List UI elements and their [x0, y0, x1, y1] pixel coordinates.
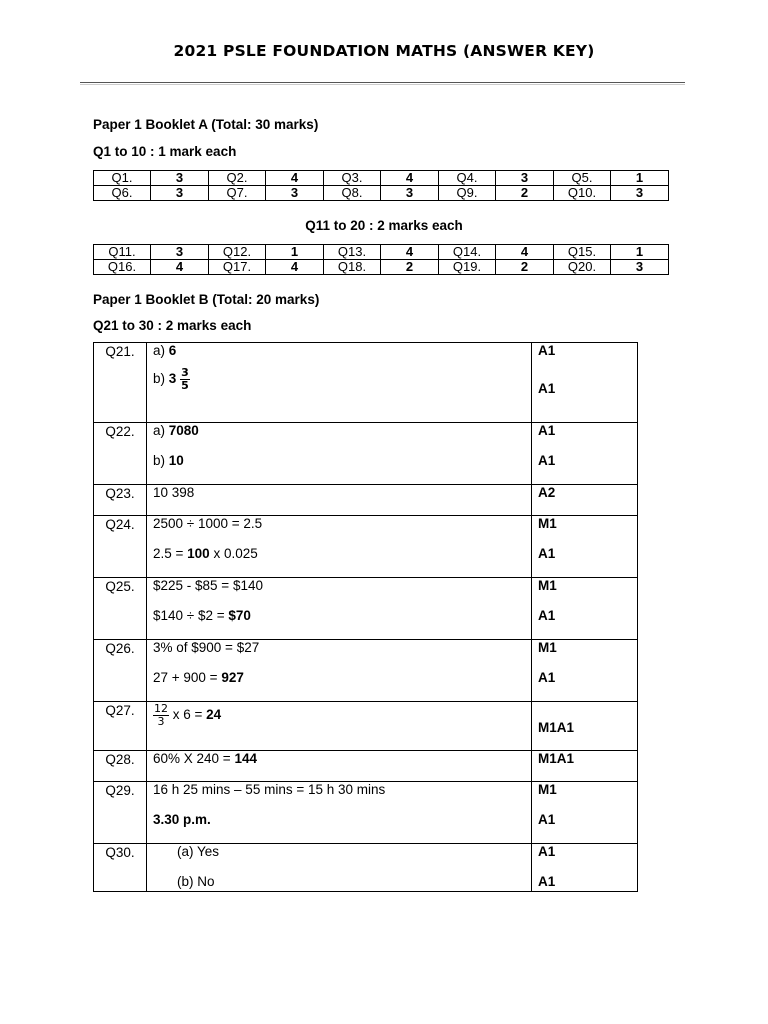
mark-code: M1 [538, 640, 557, 655]
mark-code: A1 [538, 381, 556, 396]
question-number: Q17. [209, 260, 266, 275]
answer-value: 927 [221, 670, 244, 685]
title-divider-shadow [80, 84, 685, 85]
marks-cell [532, 423, 638, 485]
working-line: (a) Yes [177, 844, 220, 859]
question-number: Q23. [94, 485, 147, 516]
marks-cell [532, 578, 638, 640]
working-cell [147, 782, 532, 844]
mark-code: A1 [538, 343, 556, 358]
answer-value: 10 [168, 453, 184, 468]
table-row [94, 485, 638, 516]
mark-code: A1 [538, 844, 556, 859]
working-text: x 0.025 [209, 546, 258, 561]
working-line: 10 398 [153, 485, 195, 500]
answer-value: 7080 [168, 423, 199, 438]
answer-value: 100 [187, 546, 210, 561]
marks-cell [532, 702, 638, 751]
working-cell [147, 578, 532, 640]
marks-cell [532, 343, 638, 423]
table-row [94, 516, 638, 578]
answer-cell: 2 [496, 260, 554, 275]
answer-cell: 4 [381, 171, 439, 186]
answer-cell: 4 [381, 245, 439, 260]
table-row [94, 343, 638, 423]
answer-cell: 3 [611, 186, 669, 201]
table-row [94, 578, 638, 640]
question-number: Q28. [94, 751, 147, 782]
fraction-numerator: 12 [154, 702, 168, 715]
question-number: Q5. [554, 171, 611, 186]
question-number: Q9. [439, 186, 496, 201]
question-number: Q10. [554, 186, 611, 201]
mark-code: A2 [538, 485, 556, 500]
answer-cell: 3 [151, 186, 209, 201]
question-number: Q24. [94, 516, 147, 578]
table-row [94, 702, 638, 751]
question-number: Q20. [554, 260, 611, 275]
question-number: Q29. [94, 782, 147, 844]
open-ended-table [93, 342, 638, 892]
table-row [94, 423, 638, 485]
mark-code: M1 [538, 782, 557, 797]
question-number: Q15. [554, 245, 611, 260]
marks-cell [532, 844, 638, 892]
mark-code: A1 [538, 546, 556, 561]
question-number: Q22. [94, 423, 147, 485]
marks-cell [532, 640, 638, 702]
table-row [94, 751, 638, 782]
question-number: Q1. [94, 171, 151, 186]
booklet-b-heading: Paper 1 Booklet B (Total: 20 marks) [93, 292, 320, 307]
mark-code: M1A1 [538, 751, 575, 766]
marks-cell [532, 485, 638, 516]
answer-cell: 3 [611, 260, 669, 275]
answer-value: 144 [234, 751, 257, 766]
title-divider [80, 82, 685, 83]
working-cell [147, 516, 532, 578]
working-cell [147, 423, 532, 485]
fraction-denominator: 5 [181, 379, 189, 392]
question-number: Q18. [324, 260, 381, 275]
section2-label: Q11 to 20 : 2 marks each [305, 218, 463, 233]
fraction [180, 367, 190, 392]
part-label: a) [153, 423, 166, 438]
booklet-b-section-label: Q21 to 30 : 2 marks each [93, 318, 252, 333]
question-number: Q19. [439, 260, 496, 275]
table-row [94, 186, 669, 201]
question-number: Q2. [209, 171, 266, 186]
answer-cell: 3 [151, 171, 209, 186]
question-number: Q14. [439, 245, 496, 260]
part-label: b) [153, 371, 166, 387]
mark-code: M1A1 [538, 720, 575, 735]
working-line: 16 h 25 mins – 55 mins = 15 h 30 mins [153, 782, 386, 797]
answer-cell: 3 [381, 186, 439, 201]
working-line [153, 670, 531, 686]
table-row [94, 171, 669, 186]
working-text: x 6 = [169, 707, 207, 723]
mark-code: A1 [538, 670, 556, 685]
page-title: 2021 PSLE FOUNDATION MATHS (ANSWER KEY) [173, 42, 595, 60]
mcq-table-2 [93, 244, 669, 275]
answer-value: 3.30 p.m. [153, 812, 211, 827]
table-row [94, 844, 638, 892]
table-row [94, 782, 638, 844]
working-line [153, 751, 531, 767]
answer-cell: 4 [266, 171, 324, 186]
question-number: Q16. [94, 260, 151, 275]
question-number: Q12. [209, 245, 266, 260]
marks-cell [532, 751, 638, 782]
working-line: $225 - $85 = $140 [153, 578, 263, 593]
working-line: 3% of $900 = $27 [153, 640, 260, 655]
answer-cell: 3 [151, 245, 209, 260]
answer-cell: 1 [611, 245, 669, 260]
fraction-denominator: 3 [157, 715, 165, 728]
mark-code: M1 [538, 516, 557, 531]
mark-code: A1 [538, 874, 556, 889]
marks-cell [532, 782, 638, 844]
question-number: Q4. [439, 171, 496, 186]
question-number: Q30. [94, 844, 147, 892]
question-number: Q26. [94, 640, 147, 702]
answer-cell: 2 [381, 260, 439, 275]
answer-value: $70 [228, 608, 251, 623]
question-number: Q25. [94, 578, 147, 640]
mcq-table-1 [93, 170, 669, 201]
mark-code: A1 [538, 453, 556, 468]
section1-label: Q1 to 10 : 1 mark each [93, 144, 237, 159]
booklet-a-heading: Paper 1 Booklet A (Total: 30 marks) [93, 117, 319, 132]
working-line: (b) No [177, 874, 215, 889]
answer-value: 24 [206, 707, 222, 723]
working-line [153, 546, 531, 562]
question-number: Q27. [94, 702, 147, 751]
working-cell [147, 751, 532, 782]
mark-code: A1 [538, 608, 556, 623]
working-text: $140 ÷ $2 = [153, 608, 229, 623]
mark-code: A1 [538, 812, 556, 827]
working-cell [147, 343, 532, 423]
question-number: Q21. [94, 343, 147, 423]
working-line: 2500 ÷ 1000 = 2.5 [153, 516, 263, 531]
marks-cell [532, 516, 638, 578]
working-line [153, 702, 531, 728]
fraction-numerator: 3 [181, 366, 189, 379]
answer-cell: 4 [496, 245, 554, 260]
working-cell [147, 844, 532, 892]
working-cell [147, 640, 532, 702]
working-cell [147, 485, 532, 516]
mixed-number-whole: 3 [168, 371, 177, 387]
answer-cell: 1 [266, 245, 324, 260]
fraction [153, 703, 169, 728]
question-number: Q7. [209, 186, 266, 201]
question-number: Q8. [324, 186, 381, 201]
answer-cell: 3 [266, 186, 324, 201]
question-number: Q3. [324, 171, 381, 186]
working-cell [147, 702, 532, 751]
mark-code: A1 [538, 423, 556, 438]
working-text: 27 + 900 = [153, 670, 222, 685]
table-row [94, 245, 669, 260]
working-text: 60% X 240 = [153, 751, 235, 766]
table-row [94, 260, 669, 275]
answer-cell: 3 [496, 171, 554, 186]
question-number: Q13. [324, 245, 381, 260]
answer-value: 6 [168, 343, 177, 358]
part-label: b) [153, 453, 166, 468]
table-row [94, 640, 638, 702]
question-number: Q11. [94, 245, 151, 260]
mark-code: M1 [538, 578, 557, 593]
working-text: 2.5 = [153, 546, 188, 561]
answer-cell: 4 [266, 260, 324, 275]
working-line [153, 608, 531, 624]
question-number: Q6. [94, 186, 151, 201]
answer-cell: 1 [611, 171, 669, 186]
part-label: a) [153, 343, 166, 358]
answer-cell: 2 [496, 186, 554, 201]
answer-cell: 4 [151, 260, 209, 275]
